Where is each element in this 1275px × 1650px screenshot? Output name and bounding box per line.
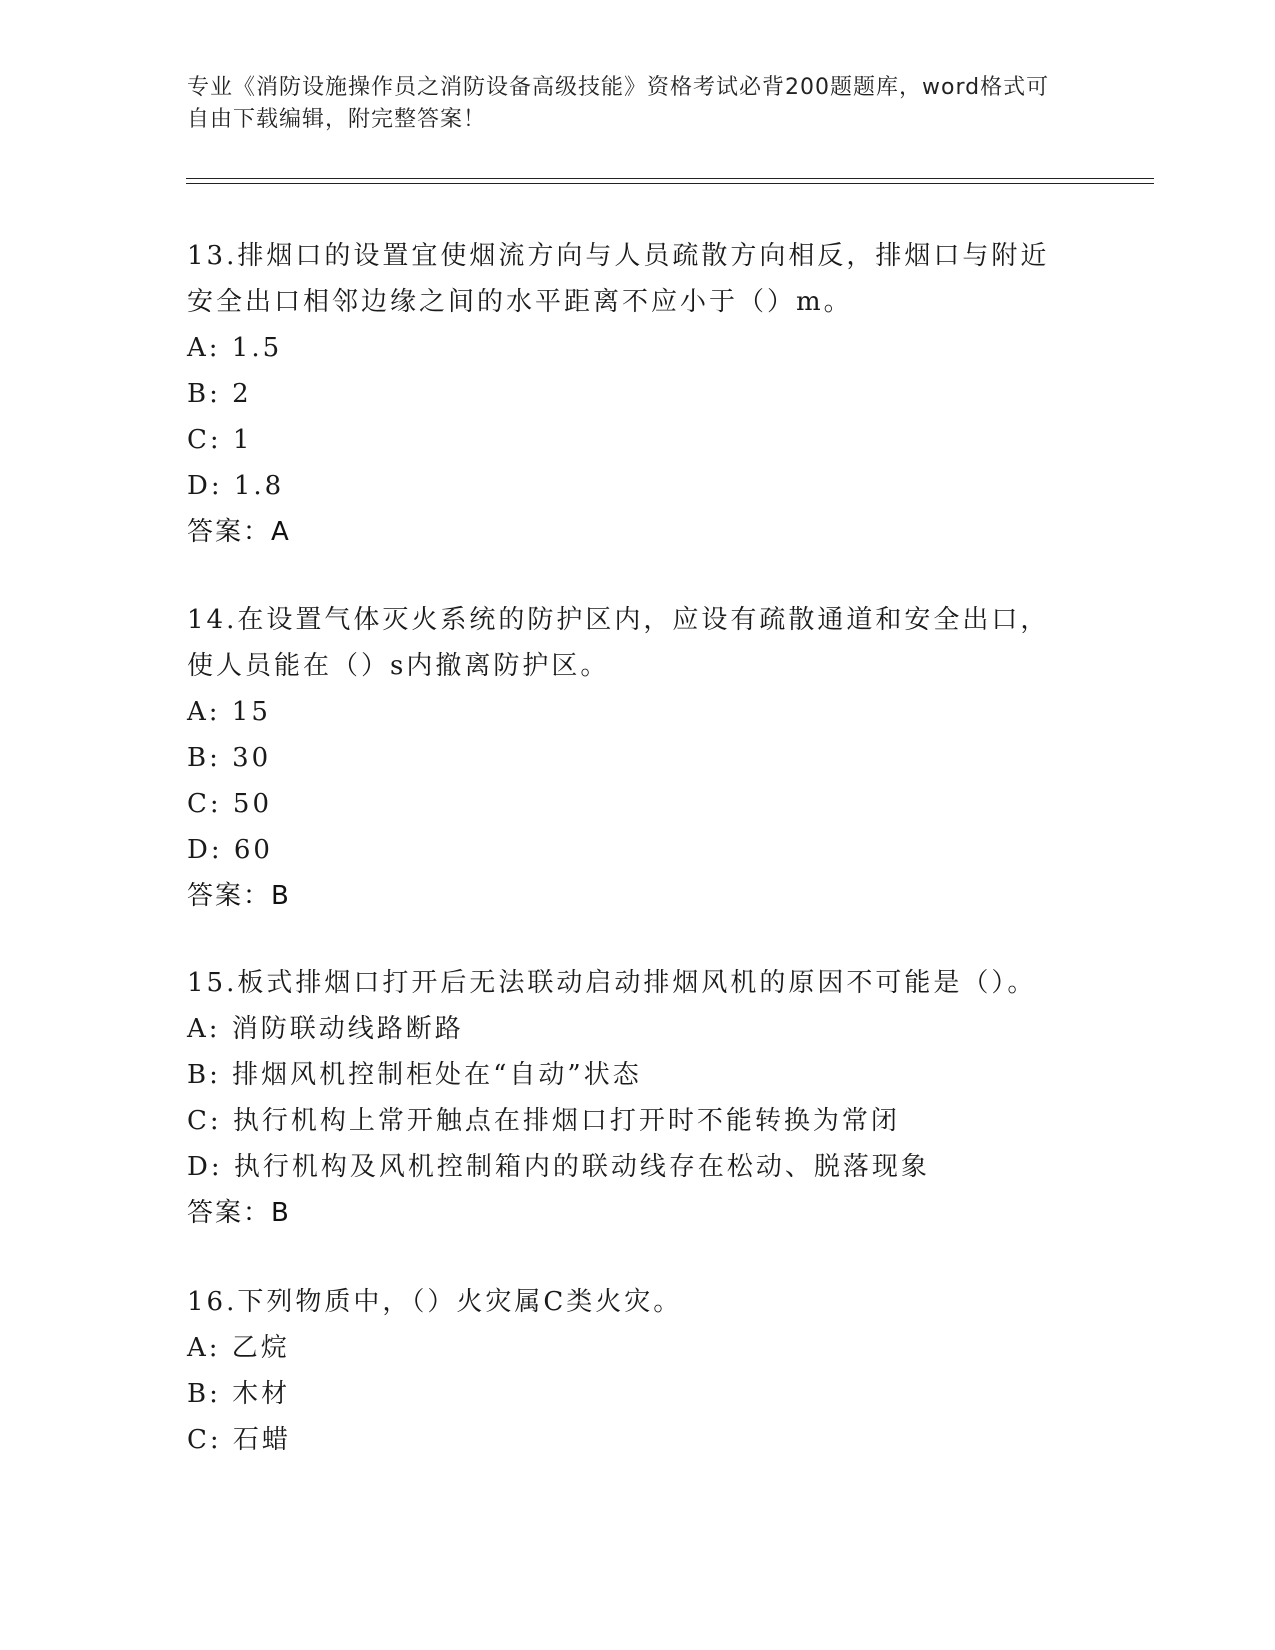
option-a: A: 乙烷 <box>187 1333 290 1363</box>
question-13 <box>187 233 1087 555</box>
option-b: B: 30 <box>187 743 272 773</box>
option-d: D: 1.8 <box>187 471 285 501</box>
question-15 <box>187 960 1087 1236</box>
answer: 答案：B <box>187 1198 291 1228</box>
option-a: A: 消防联动线路断路 <box>187 1014 464 1044</box>
option-c: C: 1 <box>187 425 253 455</box>
option-a: A: 15 <box>187 697 271 727</box>
question-16 <box>187 1279 1087 1463</box>
option-c: C: 石蜡 <box>187 1425 291 1455</box>
question-stem: 14.在设置气体灭火系统的防护区内，应设有疏散通道和安全出口，使人员能在（）s内撤离防护区。 <box>187 605 1050 681</box>
question-stem: 13.排烟口的设置宜使烟流方向与人员疏散方向相反，排烟口与附近安全出口相邻边缘之间的水平距离不应小于（）m。 <box>187 241 1050 317</box>
option-b: B: 木材 <box>187 1379 291 1409</box>
header-rule-bottom <box>186 183 1154 184</box>
answer: 答案：B <box>187 881 291 911</box>
option-d: D: 执行机构及风机控制箱内的联动线存在松动、脱落现象 <box>187 1152 930 1182</box>
header-rule-top <box>186 178 1154 179</box>
option-a: A: 1.5 <box>187 333 283 363</box>
option-c: C: 执行机构上常开触点在排烟口打开时不能转换为常闭 <box>187 1106 900 1136</box>
option-c: C: 50 <box>187 789 273 819</box>
option-b: B: 2 <box>187 379 252 409</box>
question-stem: 16.下列物质中，（）火灾属C类火灾。 <box>187 1287 683 1317</box>
option-d: D: 60 <box>187 835 273 865</box>
question-stem: 15.板式排烟口打开后无法联动启动排烟风机的原因不可能是（）。 <box>187 968 1037 998</box>
document-header: 专业《消防设施操作员之消防设备高级技能》资格考试必背200题题库，word格式可自由下载编辑，附完整答案！ <box>187 75 1050 132</box>
option-b: B: 排烟风机控制柜处在“自动”状态 <box>187 1060 642 1090</box>
answer: 答案：A <box>187 517 291 547</box>
question-14 <box>187 597 1087 919</box>
